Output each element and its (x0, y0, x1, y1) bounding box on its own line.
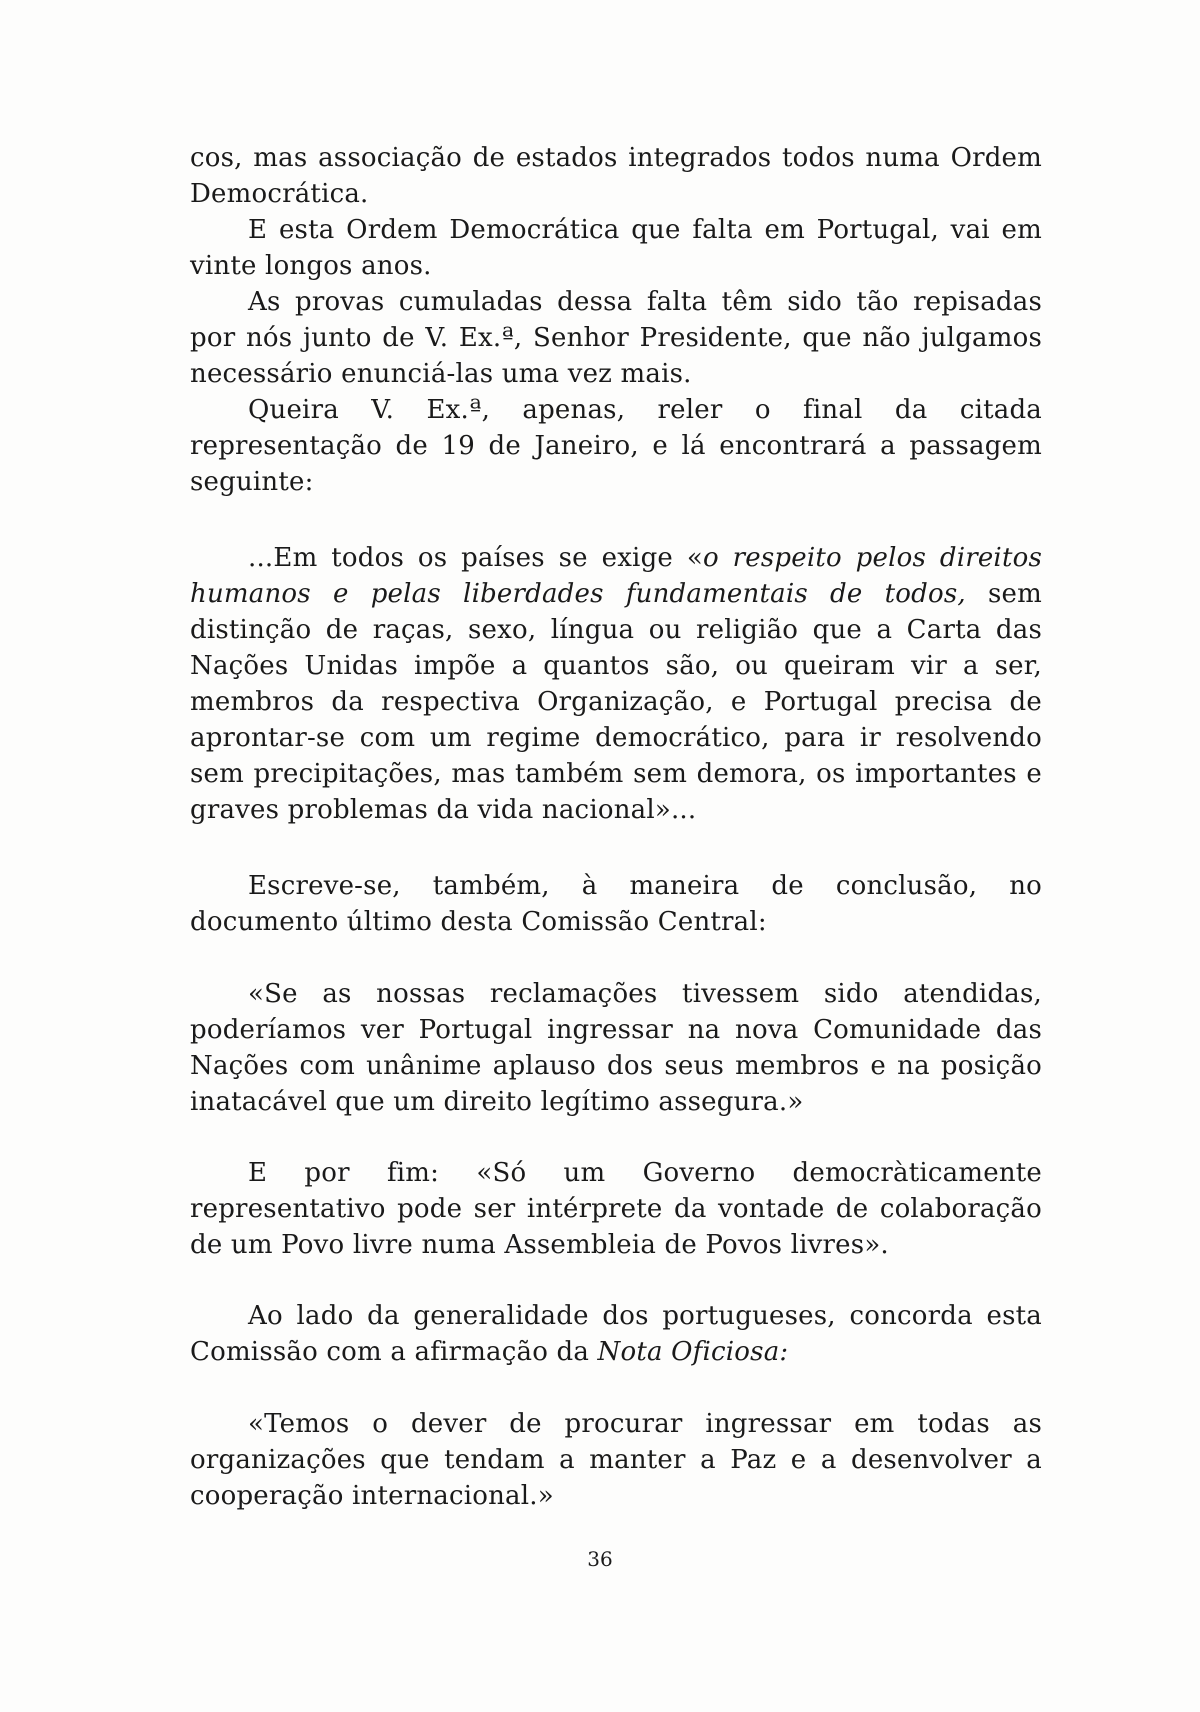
paragraph-6: E por fim: «Só um Governo democràticamente representativo pode ser intérprete da vontade de colaboração de um Povo livre numa Assembleia de Povos livres». (190, 1158, 1042, 1260)
paragraph-6-block (190, 1155, 1042, 1263)
paragraph-7-block (190, 1298, 1042, 1370)
page-number: 36 (587, 1547, 613, 1571)
quote-1-italic: o respeito pelos direitos humanos e pelas liberdades fundamentais de todos, (190, 543, 1042, 609)
paragraph-5-block (190, 868, 1042, 940)
quote-1-prefix: ...Em todos os países se exige « (248, 543, 703, 573)
quote-3-block (190, 1406, 1042, 1514)
nota-oficiosa-title: Nota Oficiosa: (597, 1337, 789, 1367)
paragraph-2: E esta Ordem Democrática que falta em Portugal, vai em vinte longos anos. (190, 215, 1042, 281)
paragraph-5: Escreve-se, também, à maneira de conclusão, no documento último desta Comissão Central: (190, 871, 1042, 937)
quote-1-suffix: sem distinção de raças, sexo, língua ou religião que a Carta das Nações Unidas impõe a quantos são, ou queiram vir a ser, membros da respectiva Organização, e Portugal precisa de aprontar-se com um regime democrático, para ir resolvendo sem precipitações, mas também sem demora, os importantes e graves problemas da vida nacional»... (190, 579, 1042, 825)
quote-1 (190, 540, 1042, 828)
quote-2: «Se as nossas reclamações tivessem sido atendidas, poderíamos ver Portugal ingressar na nova Comunidade das Nações com unânime aplauso dos seus membros e na posição inatacável que um direito legítimo assegura.» (190, 979, 1042, 1117)
paragraph-1: cos, mas associação de estados integrados todos numa Ordem Democrática. (190, 143, 1042, 209)
quote-2-block (190, 976, 1042, 1120)
paragraph-4: Queira V. Ex.ª, apenas, reler o final da citada representação de 19 de Janeiro, e lá encontrará a passagem seguinte: (190, 395, 1042, 497)
paragraph-7-prefix: Ao lado da generalidade dos portugueses, concorda esta Comissão com a afirmação da (190, 1301, 1042, 1367)
opening-section (190, 140, 1042, 500)
paragraph-3: As provas cumuladas dessa falta têm sido tão repisadas por nós junto de V. Ex.ª, Senhor Presidente, que não julgamos necessário enunciá-las uma vez mais. (190, 287, 1042, 389)
quote-3: «Temos o dever de procurar ingressar em todas as organizações que tendam a manter a Paz e a desenvolver a cooperação internacional.» (190, 1409, 1042, 1511)
